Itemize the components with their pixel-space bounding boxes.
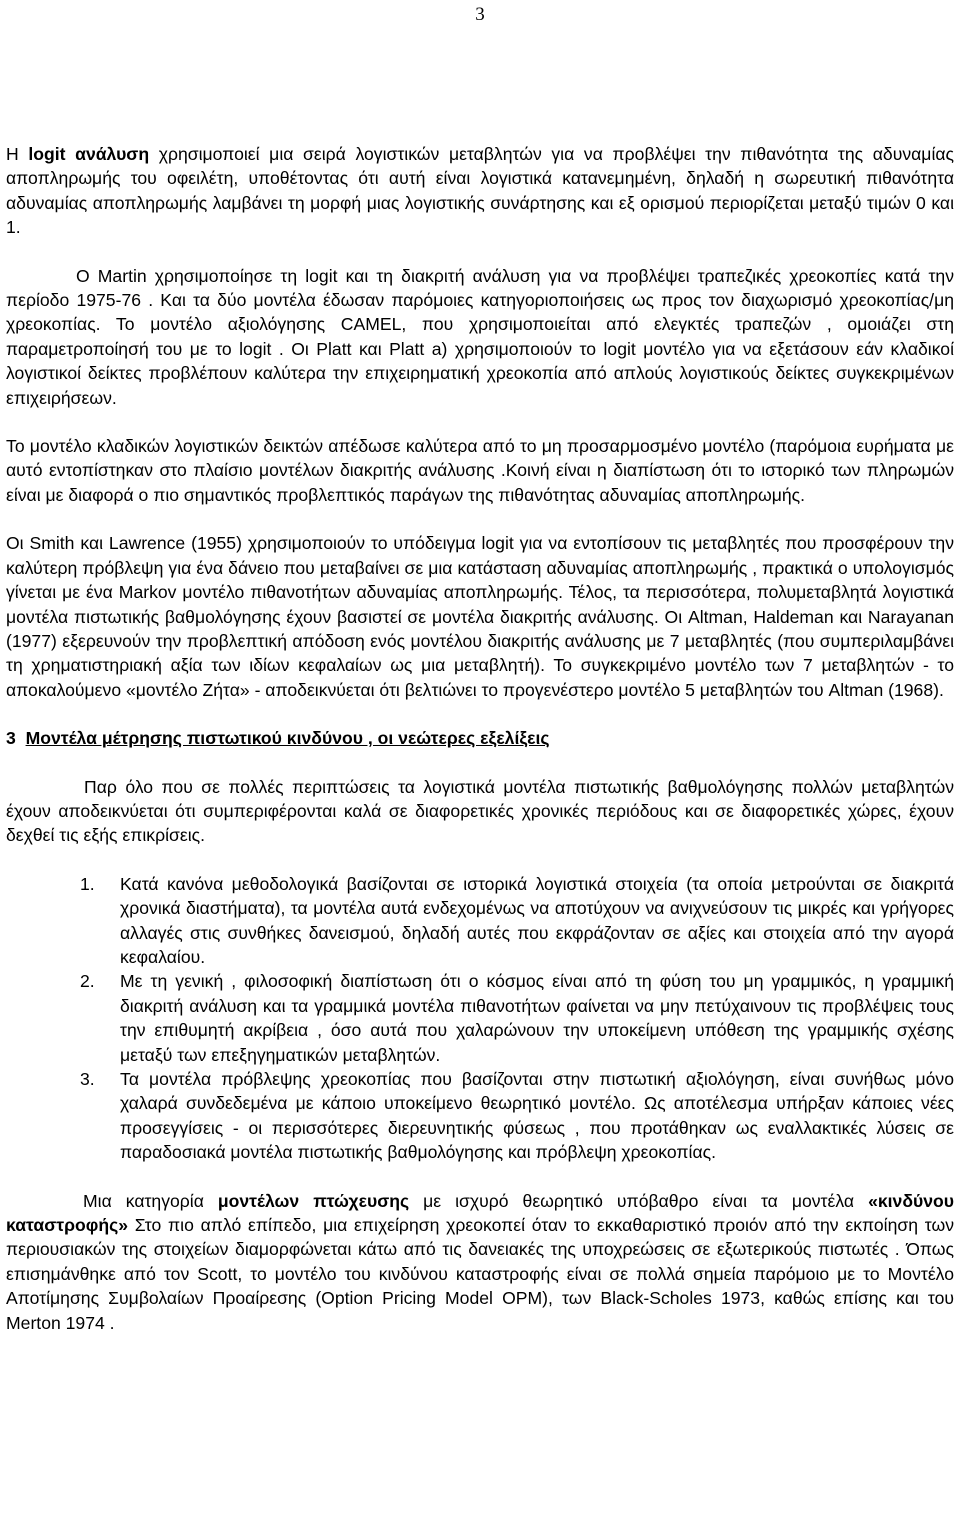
para6-pre: Μια κατηγορία [83,1190,218,1211]
section-title: Μοντέλα μέτρησης πιστωτικού κινδύνου , οι νεώτερες εξελίξεις [25,728,550,749]
list-item [6,969,954,1067]
page-number: 3 [475,4,485,25]
paragraph-martin: Ο Martin χρησιμοποίησε τη logit και τη διακριτή ανάλυση για να προβλέψει τραπεζικές χρεοκοπίες κατά την περίοδο 1975-76 . Και τα δύο μοντέλα έδωσαν παρόμοιες κατηγοριοποιήσεις ως προς τον διαχωρισμό χρεοκοπίας/μη χρεοκοπίας. Το μοντέλο αξιολόγησης CAMEL, που χρησιμοποιείται από ελεγκτές τραπεζών , ομοιάζει στη παραμετροποίησή του με το logit . Οι Platt και Platt a) χρησιμοποιούν το logit μοντέλο για να εξετάσουν εάν κλαδικοί λογιστικοί δείκτες προβλέπουν καλύτερα την επιχειρηματική χρεοκοπία από απλούς λογιστικούς δείκτες συγκεκριμένων επιχειρήσεων. [6,265,954,408]
paragraph-smith-lawrence: Οι Smith και Lawrence (1955) χρησιμοποιούν το υπόδειγμα logit για να εντοπίσουν τις μεταβλητές που προσφέρουν την καλύτερη πρόβλεψη για ένα δάνειο που μεταβαίνει σε μια κατάσταση αδυναμίας αποπληρωμής , πρακτικά ο υπολογισμός γίνεται με ένα Markov μοντέλο πιθανοτήτων αδυναμίας αποπληρωμής. Τέλος, τα περισσότερα, πολυμεταβλητά λογιστικά μοντέλα πιστωτικής βαθμολόγησης έχουν βασιστεί σε μοντέλα διακριτής ανάλυσης. Οι Altman, Haldeman και Narayanan (1977) εξερευνούν την προβλεπτική απόδοση ενός μοντέλου διακριτής ανάλυσης με 7 μεταβλητές (που συμπεριλαμβάνει τη χρηματιστηριακή αξία των ιδίων κεφαλαίων ως μια μεταβλητή). Το συγκεκριμένο μοντέλο των 7 μεταβλητών - το αποκαλούμενο «μοντέλο Ζήτα» - αποδεικνύεται ότι βελτιώνει το προγενέστερο μοντέλο 5 μεταβλητών του Altman (1968). [6,533,954,700]
criticisms-list [6,872,954,1165]
section-number: 3 [6,728,16,749]
list-item-text: Με τη γενική , φιλοσοφική διαπίστωση ότι ο κόσμος είναι από τη φύση του μη γραμμικός, η γραμμική διακριτή ανάλυση και τα γραμμικά μοντέλα πιθανοτήτων φαίνεται να μην πετύχαινουν τις προβλέψεις τους την επιθυμητή ακρίβεια , όσο αυτά που χαλαρώνουν την υποκείμενη υπόθεση της γραμμικής σχέσης μεταξύ των επεξηγηματικών μεταβλητών. [120,971,954,1065]
list-item [6,872,954,970]
paragraph-sector-ratios: Το μοντέλο κλαδικών λογιστικών δεικτών απέδωσε καλύτερα από το μη προσαρμοσμένο μοντέλο (παρόμοια ευρήματα με αυτό εντοπίστηκαν στο πλαίσιο μοντέλων διακριτής ανάλυσης .Κοινή είναι η διαπίστωση ότι το ιστορικό των πληρωμών είναι με διαφορά ο πιο σημαντικός προβλεπτικός παράγων της πιθανότητας αδυναμίας αποπληρωμής. [6,436,954,505]
list-item-text: Κατά κανόνα μεθοδολογικά βασίζονται σε ιστορικά λογιστικά στοιχεία (τα οποία μετρούνται σε διακριτά χρονικά διαστήματα), τα μοντέλα αυτά ενδεχομένως να αποτύχουν να ανιχνεύσουν τις μικρές και γρήγορες αλλαγές στις συνθήκες δανεισμού, δηλαδή αυτές που εκφράζονταν σε αξίες και στοιχεία από την αγορά κεφαλαίου. [120,873,954,967]
paragraph-logit [6,142,954,240]
document-body [6,142,954,1335]
para6-mid: με ισχυρό θεωρητικό υπόβαθρο είναι τα μοντέλα [409,1190,869,1211]
logit-analysis-term: logit ανάλυση [28,144,150,164]
paragraph-criticisms-intro: Παρ όλο που σε πολλές περιπτώσεις τα λογιστικά μοντέλα πιστωτικής βαθμολόγησης πολλών μεταβλητών έχουν αποδεικνύεται ότι συμπεριφέρονται καλά σε διαφορετικές χρονικές περιόδους και σε διαφορετικές χώρες, έχουν δεχθεί τις εξής επικρίσεις. [6,776,954,846]
list-item-text: Τα μοντέλα πρόβλεψης χρεοκοπίας που βασίζονται στην πιστωτική αξιολόγηση, είναι συνήθως μόνο χαλαρά συνδεδεμένα με κάποιο υποκείμενο θεωρητικό μοντέλο. Ως αποτέλεσμα υπήρξαν κάποιες νέες προσεγγίσεις - οι περισσότερες διερευνητικής φύσεως , που προτάθηκαν ως εναλλακτικές λύσεις σε παραδοσιακά μοντέλα πιστωτικής βαθμολόγησης και πρόβλεψη χρεοκοπίας. [120,1069,954,1163]
bankruptcy-models-term: μοντέλων πτώχευσης [217,1190,410,1211]
para6-text: Στο πιο απλό επίπεδο, μια επιχείρηση χρεοκοπεί όταν το εκκαθαριστικό προιόν από την εκποίηση των περιουσιακών της στοιχείων διαμορφώνεται κάτω από τις δανειακές της υποχρεώσεις σε εξωτερικούς πιστωτές . Όπως επισημάνθηκε από τον Scott, το μοντέλο του κινδύνου καταστροφής είναι σε πολλά σημεία παρόμοιο με το Μοντέλο Αποτίμησης Συμβολαίων Προαίρεσης (Option Pricing Model OPM), των Black-Scholes 1973, καθώς επίσης και του Merton 1974 . [6,1215,954,1333]
section-heading [6,726,954,750]
ruin-risk-term: «κινδύνου καταστροφής» [6,1190,955,1236]
para1-pre: Η [6,144,29,164]
paragraph-ruin-models [6,1189,954,1335]
para1-text: χρησιμοποιεί μια σειρά λογιστικών μεταβλητών για να προβλέψει την πιθανότητα της αδυναμίας αποπληρωμής του οφειλέτη, υποθέτοντας ότι αυτή είναι λογιστικά κατανεμημένη, δηλαδή η σωρευτική πιθανότητα αδυναμίας αποπληρωμής λαμβάνει τη μορφή μιας λογιστικής συνάρτησης και εξ ορισμού περιορίζεται μεταξύ τιμών 0 και 1. [6,144,955,238]
list-item [6,1067,954,1165]
list-item-number: 1. [80,873,95,894]
list-item-number: 3. [80,1069,95,1089]
list-item-number: 2. [80,971,95,992]
